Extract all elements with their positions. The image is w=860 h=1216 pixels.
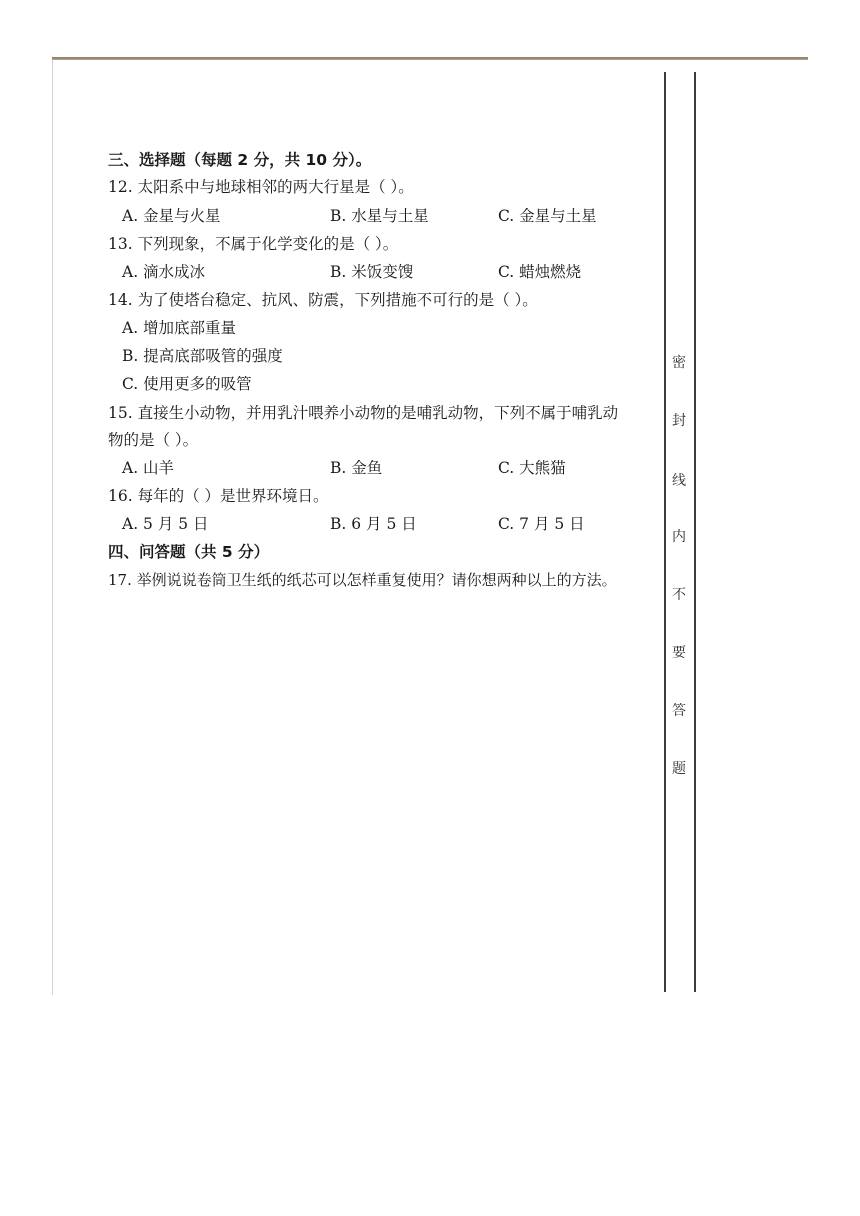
seal-char-3: 线 — [672, 473, 686, 489]
seal-char-5: 不 — [672, 587, 686, 603]
seal-char-8: 题 — [672, 761, 686, 777]
question-13-option-c: C. 蜡烛燃烧 — [498, 263, 582, 281]
question-15-stem: 15. 直接生小动物，并用乳汁喂养小动物的是哺乳动物，下列不属于哺乳动 — [108, 404, 619, 422]
question-16-option-b: B. 6 月 5 日 — [330, 515, 417, 533]
question-13-option-b: B. 米饭变馊 — [330, 263, 414, 281]
question-16-option-a: A. 5 月 5 日 — [122, 515, 209, 533]
question-16-stem: 16. 每年的（ ）是世界环境日。 — [108, 487, 329, 505]
section-4-heading: 四、问答题（共 5 分） — [108, 543, 270, 561]
question-12-option-b: B. 水星与土星 — [330, 207, 429, 225]
question-16-option-c: C. 7 月 5 日 — [498, 515, 585, 533]
question-12-option-a: A. 金星与火星 — [122, 207, 221, 225]
question-14-stem: 14. 为了使塔台稳定、抗风、防震，下列措施不可行的是（ ）。 — [108, 291, 538, 309]
question-12-option-c: C. 金星与土星 — [498, 207, 597, 225]
question-12-stem: 12. 太阳系中与地球相邻的两大行星是（ ）。 — [108, 178, 414, 196]
seal-char-2: 封 — [672, 413, 686, 429]
question-14-option-b: B. 提高底部吸管的强度 — [122, 347, 283, 365]
question-13-option-a: A. 滴水成冰 — [122, 263, 206, 281]
seal-char-1: 密 — [672, 355, 686, 371]
question-17-stem: 17. 举例说说卷筒卫生纸的纸芯可以怎样重复使用？请你想两种以上的方法。 — [108, 571, 617, 589]
top-border-rule — [52, 57, 808, 60]
question-13-stem: 13. 下列现象，不属于化学变化的是（ ）。 — [108, 235, 399, 253]
question-15-stem-continued: 物的是（ ）。 — [108, 431, 199, 449]
left-page-edge — [52, 60, 53, 995]
question-14-option-c: C. 使用更多的吸管 — [122, 375, 252, 393]
binding-line-inner — [664, 72, 666, 992]
question-15-option-b: B. 金鱼 — [330, 459, 383, 477]
section-3-heading: 三、选择题（每题 2 分，共 10 分）。 — [108, 151, 372, 169]
question-15-option-a: A. 山羊 — [122, 459, 175, 477]
seal-char-4: 内 — [672, 529, 686, 545]
question-15-option-c: C. 大熊猫 — [498, 459, 566, 477]
seal-char-7: 答 — [672, 703, 686, 719]
question-14-option-a: A. 增加底部重量 — [122, 319, 237, 337]
seal-char-6: 要 — [672, 645, 686, 661]
binding-line-outer — [694, 72, 696, 992]
